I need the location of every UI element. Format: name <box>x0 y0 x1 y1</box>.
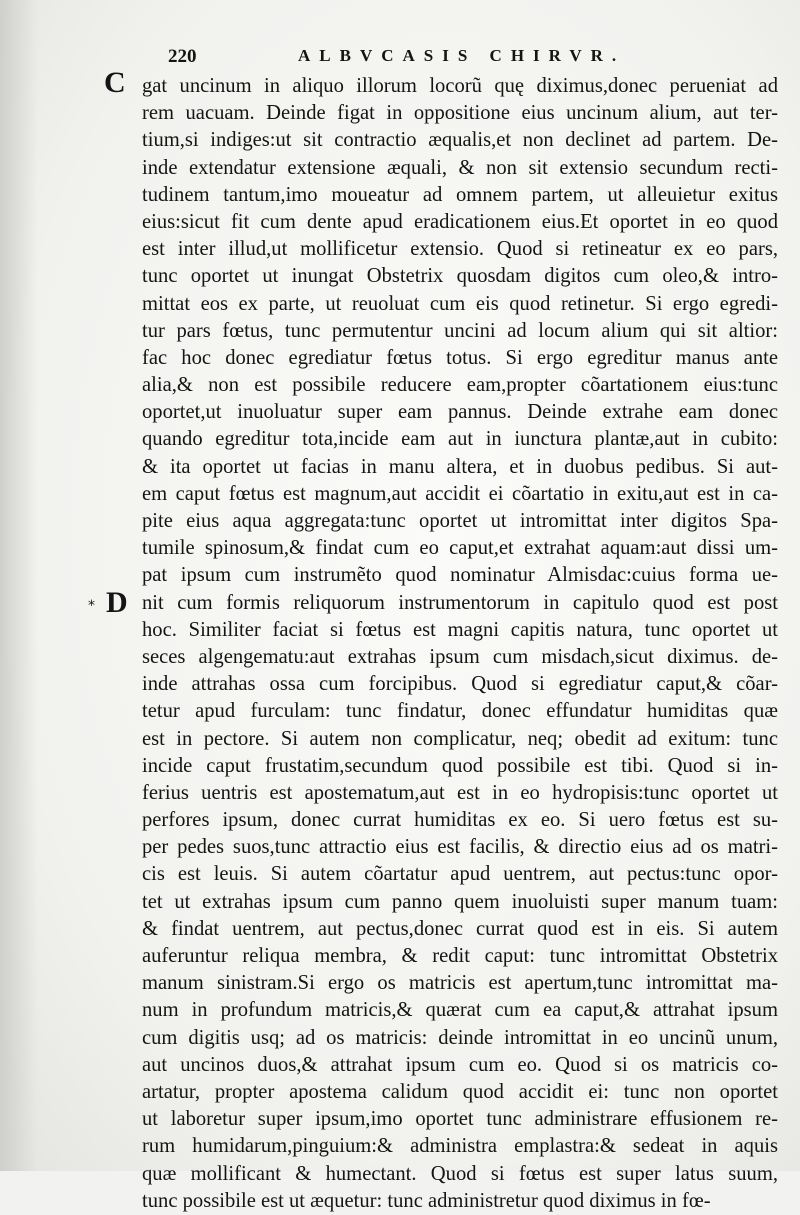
text-line: inde extendatur extensione æquali, & non sit extensio secundum recti- <box>142 156 778 179</box>
text-line: tium,si indiges:ut sit contractio æqualis,et non declinet ad partem. De- <box>142 129 778 152</box>
text-line: aut uncinos duos,& attrahat ipsum cum eo. Quod si os matricis co- <box>142 1053 778 1076</box>
text-line: tudinem tantum,imo moueatur ad omnem partem, ut alleuietur exitus <box>142 183 778 206</box>
running-title: ALBVCASIS CHIRVR. <box>298 46 626 65</box>
text-line: cis est leuis. Si autem cõartatur apud uentrem, aut pectus:tunc opor- <box>142 863 778 886</box>
text-line: alia,& non est possibile reducere eam,propter cõartationem eius:tunc <box>142 374 778 397</box>
gutter-shadow <box>0 0 38 1171</box>
marginal-letter-c: C <box>104 66 126 99</box>
text-line: rum humidarum,pinguium:& administra emplastra:& sedeat in aquis <box>142 1135 778 1158</box>
text-line: mittat eos ex parte, ut reuoluat cum eis quod retinetur. Si ergo egredi- <box>142 292 778 315</box>
text-line: eius:sicut fit cum dente apud eradicationem eius.Et oportet in eo quod <box>142 210 778 233</box>
text-line: hoc. Similiter faciat si fœtus est magni capitis natura, tunc oportet ut <box>142 618 778 641</box>
text-line: auferuntur reliqua membra, & redit caput: tunc intromittat Obstetrix <box>142 945 778 967</box>
marginal-letter-d: D <box>106 586 128 619</box>
text-line: est inter illud,ut mollificetur extensio. Quod si retineatur ex eo pars, <box>142 238 778 261</box>
marginal-star: * <box>88 598 95 614</box>
text-line: & ita oportet ut facias in manu altera, et in duobus pedibus. Si aut- <box>142 455 778 478</box>
text-line: tur pars fœtus, tunc permutentur uncini ad locum alium qui sit altior: <box>142 319 778 342</box>
text-line: nit cum formis reliquorum instrumentorum in capitulo quod est post <box>142 591 778 614</box>
text-line: tet ut extrahas ipsum cum panno quem inuoluisti super manum tuam: <box>142 890 778 913</box>
text-line: pat ipsum cum instrumẽto quod nominatur Almisdac:cuius forma ue- <box>142 564 778 587</box>
text-line: ut laboretur super ipsum,imo oportet tunc administrare effusionem re- <box>142 1108 778 1131</box>
text-line: tunc oportet ut inungat Obstetrix quosdam digitos cum oleo,& intro- <box>142 265 778 288</box>
text-line: tunc possibile est ut æquetur: tunc administretur quod diximus in fœ- <box>142 1189 711 1212</box>
text-line: oportet,ut inuoluatur super eam pannus. Deinde extrahe eam donec <box>142 401 778 424</box>
text-line: artatur, propter apostema calidum quod accidit ei: tunc non oportet <box>142 1080 778 1103</box>
text-line: per pedes suos,tunc attractio eius est facilis, & directio eius ad os matri- <box>142 836 778 859</box>
text-line: tetur apud furculam: tunc findatur, donec effundatur humiditas quæ <box>142 700 778 723</box>
text-line: seces algengematu:aut extrahas ipsum cum misdach,sicut diximus. de- <box>142 645 778 668</box>
text-line: tumile spinosum,& findat cum eo caput,et extrahat aquam:aut dissi um- <box>142 537 778 560</box>
body-text <box>142 73 778 1215</box>
text-line: pite eius aqua aggregata:tunc oportet ut intromittat inter digitos Spa- <box>142 510 778 532</box>
running-head <box>168 40 728 74</box>
text-line: cum digitis usq; ad os matricis: deinde intromittat in eo uncinũ unum, <box>142 1026 778 1049</box>
text-line: manum sinistram.Si ergo os matricis est apertum,tunc intromittat ma- <box>142 972 778 995</box>
text-line: est in pectore. Si autem non complicatur, neq; obedit ad exitum: tunc <box>142 727 778 750</box>
text-line: quando egreditur tota,incide eam aut in iunctura plantæ,aut in cubito: <box>142 428 778 451</box>
text-line: rem uacuam. Deinde figat in oppositione eius uncinum alium, aut ter- <box>142 102 778 125</box>
page-number: 220 <box>168 46 197 67</box>
text-line: inde attrahas ossa cum forcipibus. Quod si egrediatur caput,& cõar- <box>142 673 778 696</box>
text-line: & findat uentrem, aut pectus,donec currat quod est in eis. Si autem <box>142 917 778 940</box>
text-line: num in profundum matricis,& quærat cum ea caput,& attrahat ipsum <box>142 999 778 1022</box>
text-line: incide caput frustatim,secundum quod possibile est tibi. Quod si in- <box>142 754 778 777</box>
text-line: perfores ipsum, donec currat humiditas ex eo. Si uero fœtus est su- <box>142 809 778 832</box>
text-line: ferius uentris est apostematum,aut est in eo hydropisis:tunc oportet ut <box>142 781 778 804</box>
text-line: fac hoc donec egrediatur fœtus totus. Si ergo egreditur manus ante <box>142 346 778 369</box>
text-line: quæ mollificant & humectant. Quod si fœtus est super latus suum, <box>142 1162 778 1185</box>
text-line: gat uncinum in aliquo illorum locorũ quę diximus,donec perueniat ad <box>142 75 778 97</box>
text-line: em caput fœtus est magnum,aut accidit ei cõartatio in exitu,aut est in ca- <box>142 482 778 505</box>
